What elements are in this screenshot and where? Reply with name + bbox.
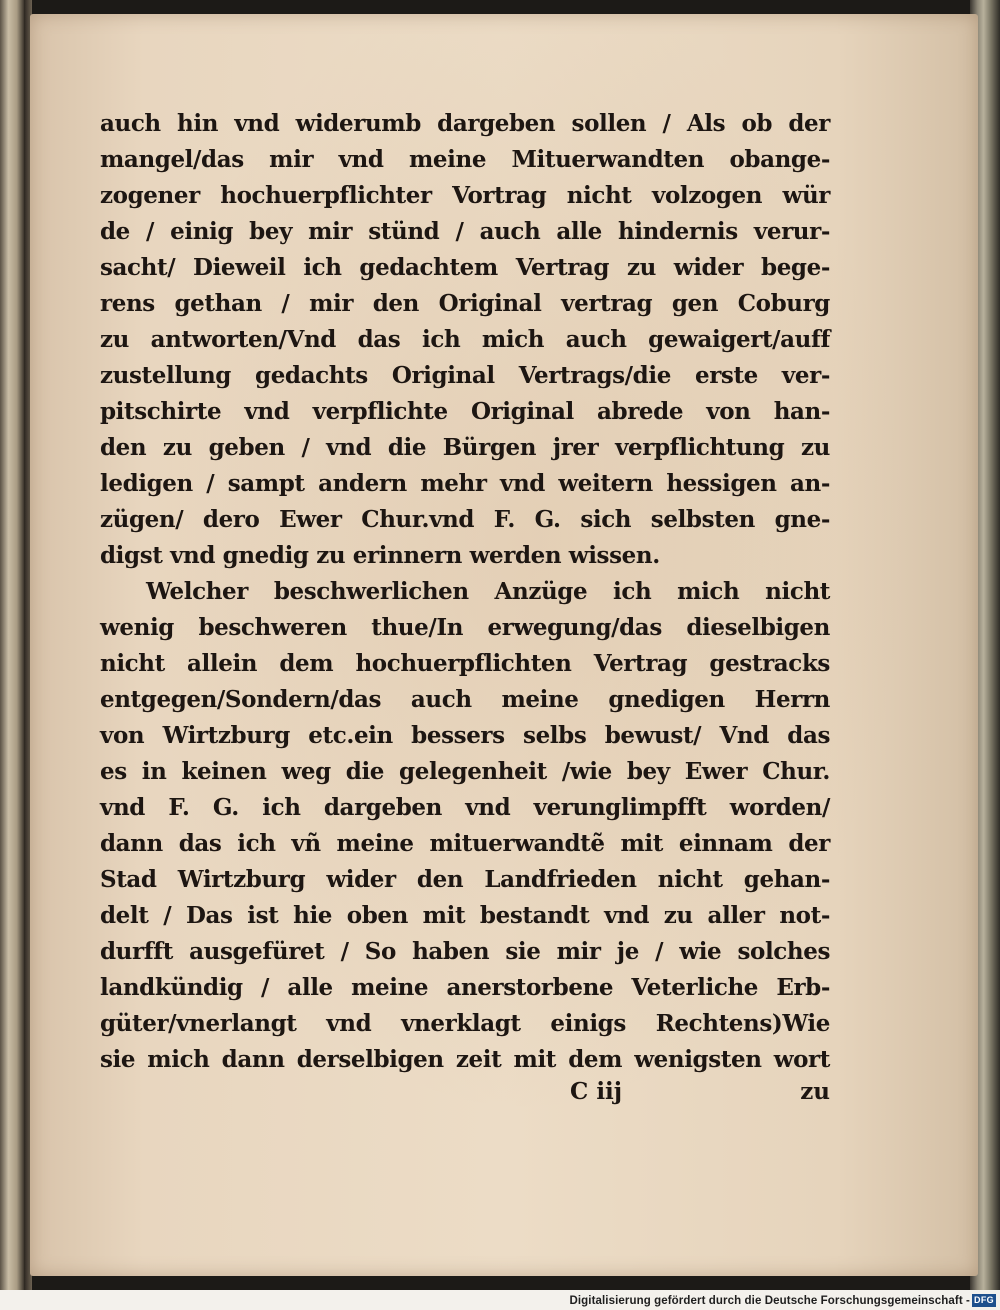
digitization-footer <box>0 1290 1000 1310</box>
text-line: sacht/ Dieweil ich gedachtem Vertrag zu wider bege- <box>100 254 830 281</box>
text-line: durfft ausgefüret / So haben sie mir je / wie solches <box>100 938 830 965</box>
dfg-logo: DFG <box>972 1294 996 1307</box>
text-line: landkündig / alle meine anerstorbene Veterliche Erb- <box>100 974 830 1001</box>
text-line: digst vnd gnedig zu erinnern werden wissen. <box>100 542 660 569</box>
text-line: zustellung gedachts Original Vertrags/die erste ver- <box>100 362 830 389</box>
text-line: zu antworten/Vnd das ich mich auch gewaigert/auff <box>100 326 830 353</box>
signature-mark: C iij <box>570 1078 623 1105</box>
text-line: pitschirte vnd verpflichte Original abrede von han- <box>100 398 830 425</box>
text-line: nicht allein dem hochuerpflichten Vertrag gestracks <box>100 650 830 677</box>
text-line: güter/vnerlangt vnd vnerklagt einigs Rechtens)Wie <box>100 1010 830 1037</box>
text-line: sie mich dann derselbigen zeit mit dem wenigsten wort <box>100 1046 830 1073</box>
text-line: de / einig bey mir stünd / auch alle hindernis verur- <box>100 218 830 245</box>
text-line: zogener hochuerpflichter Vortrag nicht volzogen wür <box>100 182 830 209</box>
text-line: es in keinen weg die gelegenheit /wie bey Ewer Chur. <box>100 758 830 785</box>
text-line: dann das ich vñ meine mituerwandtẽ mit einnam der <box>100 830 830 857</box>
text-line: rens gethan / mir den Original vertrag gen Coburg <box>100 290 830 317</box>
text-line: zügen/ dero Ewer Chur.vnd F. G. sich selbsten gne- <box>100 506 830 533</box>
text-line: den zu geben / vnd die Bürgen jrer verpflichtung zu <box>100 434 830 461</box>
text-line: auch hin vnd widerumb dargeben sollen / Als ob der <box>100 110 830 137</box>
page-text-block <box>100 106 830 1078</box>
paragraph-first-line: Welcher beschwerlichen Anzüge ich mich nicht <box>146 578 830 605</box>
text-line: vnd F. G. ich dargeben vnd verunglimpfft worden/ <box>100 794 830 821</box>
catchword: zu <box>800 1078 830 1105</box>
text-line: wenig beschweren thue/In erwegung/das dieselbigen <box>100 614 830 641</box>
page-footer-row <box>100 1074 830 1110</box>
text-line: von Wirtzburg etc.ein bessers selbs bewust/ Vnd das <box>100 722 830 749</box>
text-line: ledigen / sampt andern mehr vnd weitern hessigen an- <box>100 470 830 497</box>
text-line: entgegen/Sondern/das auch meine gnedigen Herrn <box>100 686 830 713</box>
adjacent-page-edge <box>0 0 24 1290</box>
text-line: delt / Das ist hie oben mit bestandt vnd zu aller not- <box>100 902 830 929</box>
text-line: Stad Wirtzburg wider den Landfrieden nicht gehan- <box>100 866 830 893</box>
funding-notice: Digitalisierung gefördert durch die Deutsche Forschungsgemeinschaft - <box>569 1295 970 1307</box>
book-page <box>30 14 978 1276</box>
text-line: mangel/das mir vnd meine Mituerwandten obange- <box>100 146 830 173</box>
